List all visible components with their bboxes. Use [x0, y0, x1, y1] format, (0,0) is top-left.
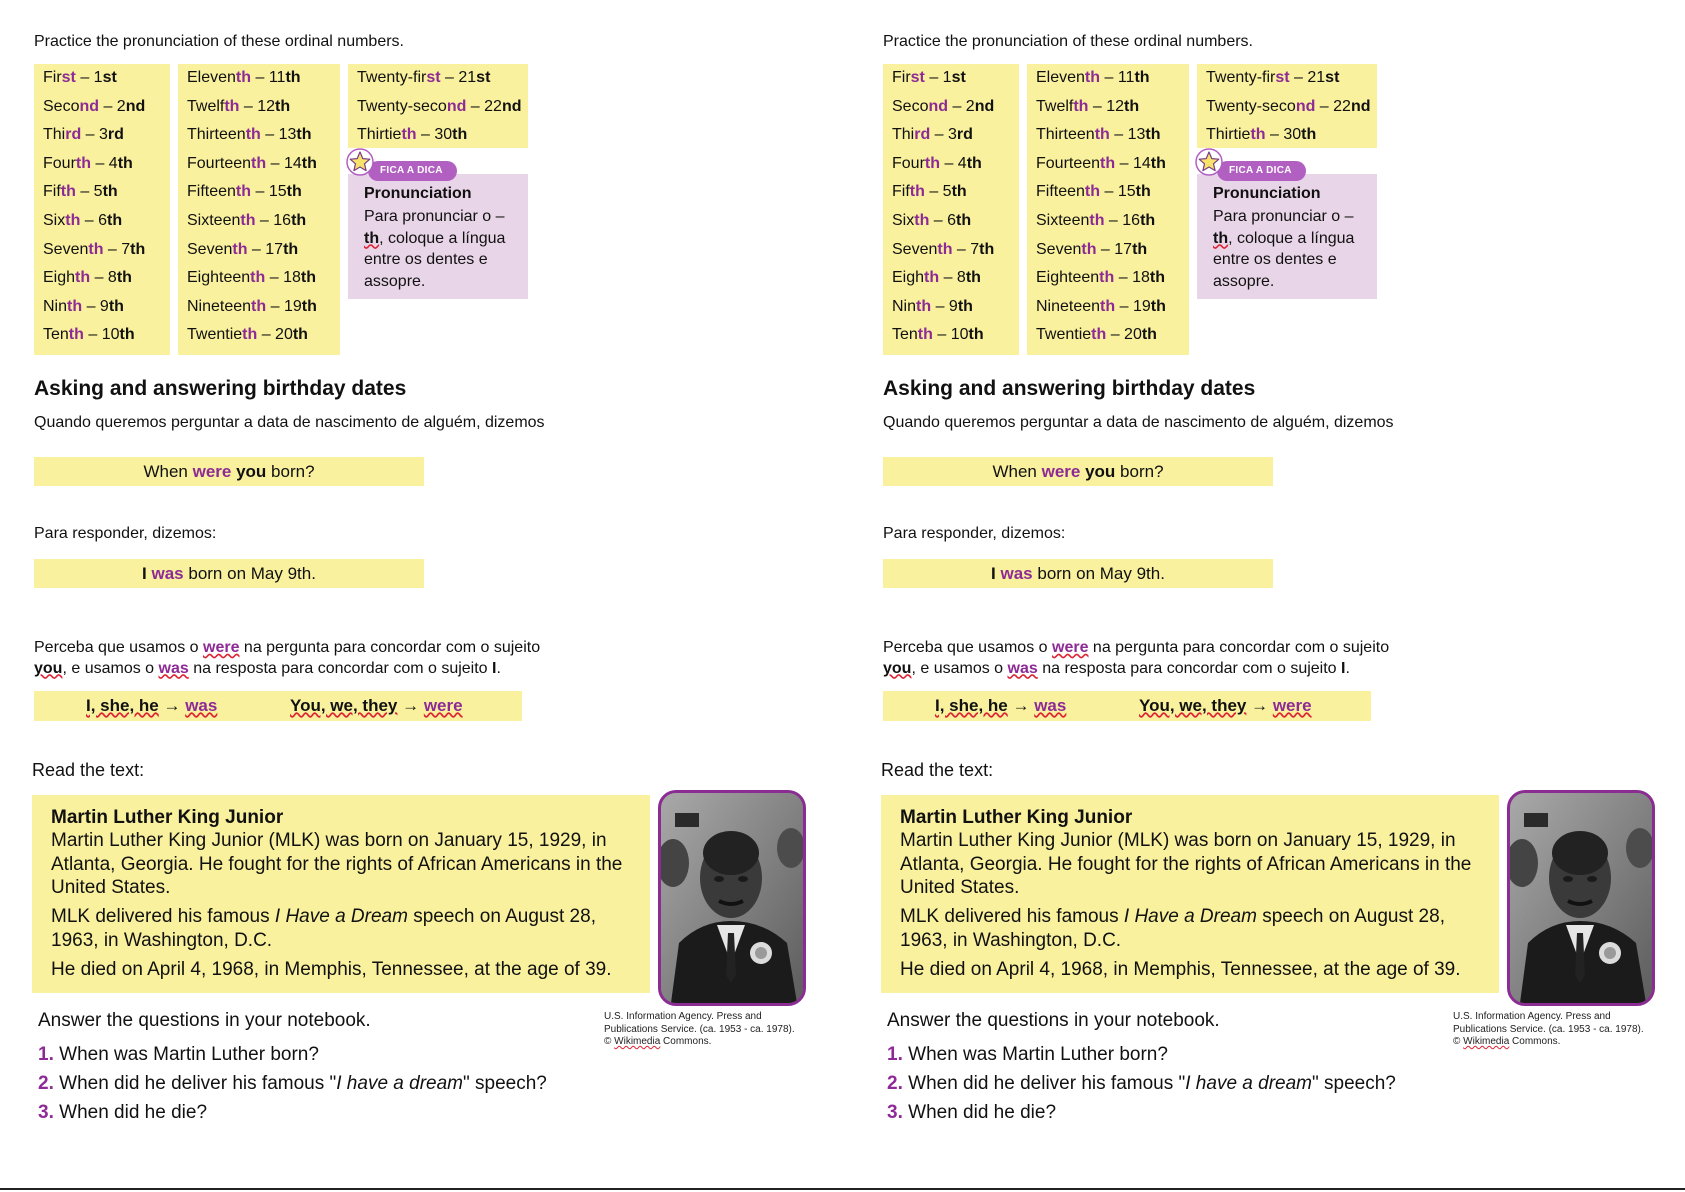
photo-credit: U.S. Information Agency. Press and Publications Service. (ca. 1953 - ca. 1978). © Wikimedia Commons.: [604, 1011, 795, 1047]
ordinals-column-1: [883, 64, 1019, 355]
ordinal-item: Eighth – 8th: [43, 269, 132, 287]
ordinals-column-1: [34, 64, 170, 355]
ask-intro: Quando queremos perguntar a data de nascimento de alguém, dizemos: [883, 414, 1394, 431]
ordinal-item: Eleventh – 11th: [187, 69, 301, 86]
answer-bar: I was born on May 9th.: [883, 559, 1273, 588]
star-icon: [1195, 148, 1223, 176]
ordinal-item: Twenty-second – 22nd: [357, 97, 522, 115]
ordinal-item: Ninth – 9th: [43, 297, 124, 315]
ordinal-item: Thirtieth – 30th: [1206, 126, 1317, 144]
question-item: 3. When did he die?: [38, 1102, 208, 1123]
ordinal-item: Eighteenth – 18th: [187, 269, 316, 287]
tip-text: Para pronunciar o – th, coloque a língua entre os dentes e assopre.: [364, 208, 506, 290]
ordinal-item: Thirteenth – 13th: [187, 126, 312, 144]
ordinal-item: Fifth – 5th: [892, 183, 967, 201]
answer-bar: I was born on May 9th.: [34, 559, 424, 588]
tip-title: Pronunciation: [364, 185, 472, 202]
plural-group: You, we, they → were: [290, 696, 463, 715]
ordinal-item: Twenty-first – 21st: [1206, 69, 1340, 86]
singular-group: I, she, he → was: [86, 696, 218, 715]
questions-heading: Answer the questions in your notebook.: [887, 1010, 1220, 1031]
question-bar: When were you born?: [883, 457, 1273, 486]
ordinal-item: Nineteenth – 19th: [187, 297, 317, 315]
ordinal-item: Tenth – 10th: [892, 326, 984, 344]
ordinal-item: Twenty-second – 22nd: [1206, 97, 1371, 115]
question-item: 3. When did he die?: [887, 1102, 1057, 1123]
ordinal-item: Sixth – 6th: [43, 211, 123, 229]
question-item: 1. When was Martin Luther born?: [887, 1044, 1168, 1065]
read-label: Read the text:: [32, 760, 145, 780]
ordinal-item: Twenty-first – 21st: [357, 69, 491, 86]
ordinals-column-2: [178, 64, 340, 355]
mlk-paragraph-1: Martin Luther King Junior (MLK) was born on January 15, 1929, in Atlanta, Georgia. He fought for the rights of African Americans in the United States.: [900, 830, 1472, 898]
ordinal-item: Sixteenth – 16th: [187, 211, 307, 229]
mlk-paragraph-3: He died on April 4, 1968, in Memphis, Tennessee, at the age of 39.: [51, 959, 612, 980]
ordinal-item: Fourteenth – 14th: [1036, 154, 1166, 172]
ordinal-item: Sixth – 6th: [892, 211, 972, 229]
ordinal-item: Third – 3rd: [43, 126, 124, 144]
star-icon: [346, 148, 374, 176]
ordinal-item: Twelfth – 12th: [187, 97, 291, 115]
mlk-photo: [658, 790, 806, 1006]
ordinal-item: Fifteenth – 15th: [1036, 183, 1151, 201]
tip-title: Pronunciation: [1213, 185, 1321, 202]
ordinal-item: Eighteenth – 18th: [1036, 269, 1165, 287]
mlk-title: Martin Luther King Junior: [51, 807, 284, 828]
question-bar: When were you born?: [34, 457, 424, 486]
answer-intro: Para responder, dizemos:: [883, 525, 1066, 542]
read-label: Read the text:: [881, 760, 994, 780]
ordinal-item: Fifth – 5th: [43, 183, 118, 201]
ordinal-item: Twentieth – 20th: [187, 326, 308, 344]
ordinal-item: Twelfth – 12th: [1036, 97, 1140, 115]
questions-heading: Answer the questions in your notebook.: [38, 1010, 371, 1031]
ordinal-item: Thirtieth – 30th: [357, 126, 468, 144]
ordinal-item: Second – 2nd: [43, 97, 146, 115]
ordinal-item: Twentieth – 20th: [1036, 326, 1157, 344]
ordinal-item: Second – 2nd: [892, 97, 995, 115]
question-item: 2. When did he deliver his famous "I have a dream" speech?: [887, 1073, 1396, 1094]
tip-badge: FICA A DICA: [368, 161, 457, 181]
grammar-note: Perceba que usamos o were na pergunta para concordar com o sujeito you, e usamos o was na resposta para concordar com o sujeito I.: [883, 639, 1390, 677]
mlk-paragraph-2: MLK delivered his famous I Have a Dream speech on August 28, 1963, in Washington, D.C.: [900, 906, 1445, 951]
bottom-rule: [0, 1188, 1685, 1190]
ordinal-item: Thirteenth – 13th: [1036, 126, 1161, 144]
mlk-paragraph-2: MLK delivered his famous I Have a Dream speech on August 28, 1963, in Washington, D.C.: [51, 906, 596, 951]
section-title: Asking and answering birthday dates: [883, 377, 1256, 400]
grammar-note: Perceba que usamos o were na pergunta para concordar com o sujeito you, e usamos o was na resposta para concordar com o sujeito I.: [34, 639, 541, 677]
tip-badge: FICA A DICA: [1217, 161, 1306, 181]
ordinal-item: Seventh – 17th: [187, 240, 299, 258]
singular-group: I, she, he → was: [935, 696, 1067, 715]
verb-agreement-bar: [883, 691, 1371, 721]
ordinal-item: First – 1st: [892, 69, 966, 86]
ordinal-item: Nineteenth – 19th: [1036, 297, 1166, 315]
photo-credit: U.S. Information Agency. Press and Publications Service. (ca. 1953 - ca. 1978). © Wikimedia Commons.: [1453, 1011, 1644, 1047]
ordinal-item: Ninth – 9th: [892, 297, 973, 315]
ordinal-item: Eighth – 8th: [892, 269, 981, 287]
ordinal-item: Fourth – 4th: [892, 154, 982, 172]
ordinals-column-2: [1027, 64, 1189, 355]
intro-text: Practice the pronunciation of these ordinal numbers.: [34, 33, 404, 50]
ordinal-item: Tenth – 10th: [43, 326, 135, 344]
ordinal-item: Seventh – 7th: [892, 240, 995, 258]
ordinals-column-3: [1197, 64, 1377, 148]
mlk-paragraph-3: He died on April 4, 1968, in Memphis, Tennessee, at the age of 39.: [900, 959, 1461, 980]
ordinal-item: Seventh – 7th: [43, 240, 146, 258]
page-left: [0, 0, 842, 1192]
ordinal-item: Fifteenth – 15th: [187, 183, 302, 201]
ordinal-item: Third – 3rd: [892, 126, 973, 144]
question-item: 2. When did he deliver his famous "I have a dream" speech?: [38, 1073, 547, 1094]
answer-intro: Para responder, dizemos:: [34, 525, 217, 542]
intro-text: Practice the pronunciation of these ordinal numbers.: [883, 33, 1253, 50]
ordinal-item: Sixteenth – 16th: [1036, 211, 1156, 229]
section-title: Asking and answering birthday dates: [34, 377, 407, 400]
mlk-title: Martin Luther King Junior: [900, 807, 1133, 828]
page-right: [849, 0, 1685, 1192]
verb-agreement-bar: [34, 691, 522, 721]
ordinal-item: Eleventh – 11th: [1036, 69, 1150, 86]
ordinal-item: Fourth – 4th: [43, 154, 133, 172]
mlk-photo: [1507, 790, 1655, 1006]
ordinal-item: Fourteenth – 14th: [187, 154, 317, 172]
ordinal-item: Seventh – 17th: [1036, 240, 1148, 258]
question-item: 1. When was Martin Luther born?: [38, 1044, 319, 1065]
ask-intro: Quando queremos perguntar a data de nascimento de alguém, dizemos: [34, 414, 545, 431]
tip-text: Para pronunciar o – th, coloque a língua entre os dentes e assopre.: [1213, 208, 1355, 290]
plural-group: You, we, they → were: [1139, 696, 1312, 715]
mlk-paragraph-1: Martin Luther King Junior (MLK) was born on January 15, 1929, in Atlanta, Georgia. He fought for the rights of African Americans in the United States.: [51, 830, 623, 898]
ordinals-column-3: [348, 64, 528, 148]
ordinal-item: First – 1st: [43, 69, 117, 86]
